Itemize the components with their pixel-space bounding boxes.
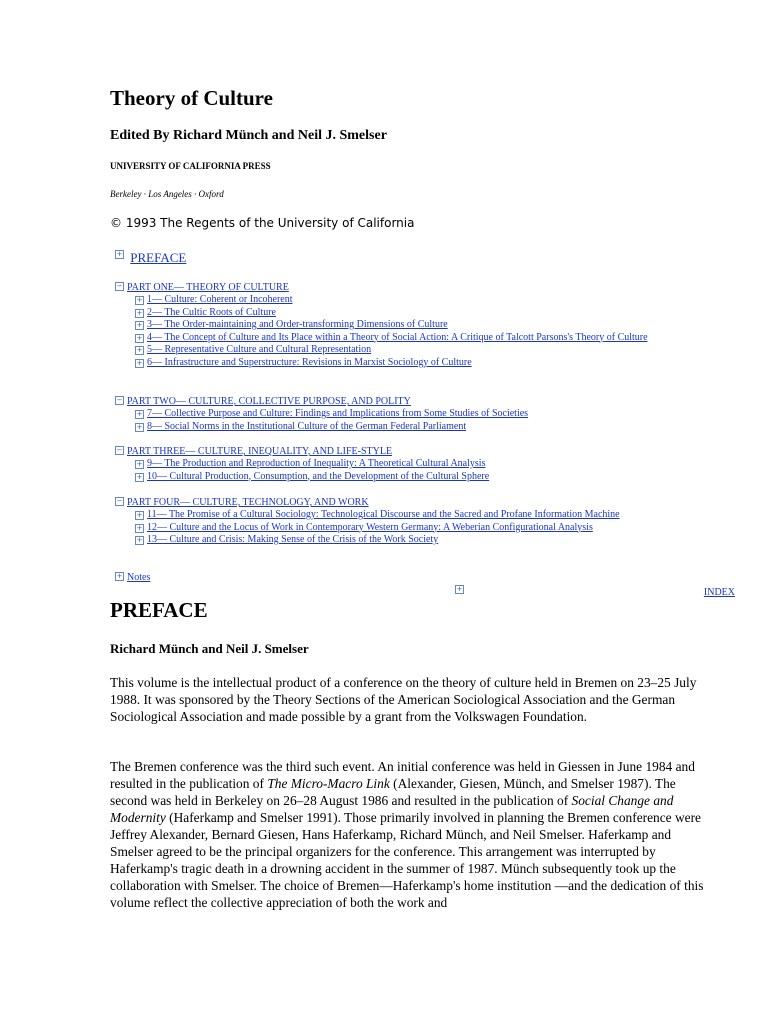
- toc-chapter-link[interactable]: 1— Culture: Coherent or Incoherent: [147, 294, 293, 305]
- expand-plus-icon[interactable]: +: [136, 536, 143, 544]
- expand-plus-icon[interactable]: +: [136, 333, 143, 342]
- preface-authors: Richard Münch and Neil J. Smelser: [110, 641, 309, 656]
- expand-plus-icon[interactable]: +: [136, 358, 143, 367]
- toc-chapter-link[interactable]: 7— Collective Purpose and Culture: Findings and Implications from Some Studies of Societies: [147, 408, 529, 419]
- collapse-minus-icon[interactable]: −: [116, 282, 123, 290]
- book-title: Theory of Culture: [110, 86, 273, 110]
- expand-plus-icon[interactable]: +: [116, 572, 123, 580]
- toc-preface-link[interactable]: PREFACE: [130, 250, 187, 265]
- expand-plus-icon[interactable]: +: [456, 585, 463, 593]
- toc-notes-link[interactable]: Notes: [127, 572, 151, 583]
- expand-plus-icon[interactable]: +: [136, 346, 143, 354]
- book-editors: Edited By Richard Münch and Neil J. Smelser: [110, 128, 387, 143]
- preface-paragraph-2: [110, 758, 705, 911]
- collapse-minus-icon[interactable]: −: [116, 446, 123, 454]
- paragraph-text: The Bremen conference was the third such event. An initial conference was held in Giessen in June 1984 and resulted in the publication of: [110, 759, 695, 791]
- toc-part-three: [115, 446, 489, 483]
- book-title-reference: Social Change and Modernity: [110, 793, 674, 825]
- toc-notes-entry: [115, 572, 150, 583]
- preface-heading: PREFACE: [110, 598, 208, 622]
- toc-part-link[interactable]: PART TWO— CULTURE, COLLECTIVE PURPOSE, AND POLITY: [127, 396, 411, 407]
- publisher-cities: Berkeley · Los Angeles · Oxford: [110, 189, 224, 199]
- preface-paragraph-1: This volume is the intellectual product of a conference on the theory of culture held in Bremen on 23–25 July 1988. It was sponsored by the Theory Sections of the American Sociological Association and the German Sociological Association and made possible by a grant from the Volkswagen Foundation.: [110, 675, 697, 724]
- toc-chapter-link[interactable]: 6— Infrastructure and Superstructure: Revisions in Marxist Sociology of Culture: [147, 356, 472, 368]
- expand-plus-icon[interactable]: +: [136, 321, 143, 329]
- toc-chapter-link[interactable]: 3— The Order-maintaining and Order-transforming Dimensions of Culture: [147, 319, 448, 330]
- copyright-notice: © 1993 The Regents of the University of California: [110, 216, 415, 230]
- toc-chapter-link[interactable]: 4— The Concept of Culture and Its Place within a Theory of Social Action: A Critique of Talcott Parsons's Theory of Culture: [147, 331, 648, 343]
- paragraph-text: (Haferkamp and Smelser 1991). Those primarily involved in planning the Bremen conference were Jeffrey Alexander, Bernard Giesen, Hans Haferkamp, Richard Münch, and Neil Smelser. Haferkamp and Smelser agreed to be the principal organizers for the conference. This arrangement was interrupted by Haferkamp's tragic death in a drowning accident in the summer of 1987. Münch subsequently took up the collaboration with Smelser. The choice of Bremen—Haferkamp's home institution —and the dedication of this volume reflect the collective appreciation of both the work and: [110, 810, 704, 910]
- expand-plus-icon[interactable]: +: [136, 472, 143, 481]
- toc-chapter-link[interactable]: 9— The Production and Reproduction of Inequality: A Theoretical Cultural Analysis: [147, 458, 486, 469]
- toc-part-link[interactable]: PART ONE— THEORY OF CULTURE: [127, 282, 289, 293]
- toc-index-link[interactable]: INDEX: [703, 587, 735, 598]
- toc-chapter-link[interactable]: 10— Cultural Production, Consumption, and the Development of the Cultural Sphere: [147, 470, 490, 482]
- toc-chapter-link[interactable]: 2— The Cultic Roots of Culture: [147, 306, 276, 318]
- expand-plus-icon[interactable]: +: [136, 511, 143, 519]
- toc-chapter-link[interactable]: 5— Representative Culture and Cultural Representation: [147, 344, 372, 355]
- toc-part-two: [115, 396, 528, 433]
- publisher: UNIVERSITY OF CALIFORNIA PRESS: [110, 161, 271, 171]
- book-title-reference: The Micro-Macro Link: [267, 776, 390, 791]
- toc-part-link[interactable]: PART FOUR— CULTURE, TECHNOLOGY, AND WORK: [127, 497, 369, 508]
- toc-preface-entry: [115, 250, 186, 266]
- toc-part-four: [115, 497, 620, 547]
- expand-plus-icon[interactable]: +: [136, 422, 143, 431]
- toc-chapter-link[interactable]: 12— Culture and the Locus of Work in Contemporary Western Germany: A Weberian Configurational Analysis: [147, 521, 593, 533]
- toc-part-one: [115, 282, 648, 369]
- expand-plus-icon[interactable]: +: [136, 308, 143, 317]
- toc-chapter-link[interactable]: 8— Social Norms in the Institutional Culture of the German Federal Parliament: [147, 420, 467, 432]
- expand-plus-icon[interactable]: +: [116, 250, 123, 258]
- collapse-minus-icon[interactable]: −: [116, 396, 123, 404]
- toc-part-link[interactable]: PART THREE— CULTURE, INEQUALITY, AND LIFE-STYLE: [127, 446, 393, 457]
- toc-chapter-link[interactable]: 11— The Promise of a Cultural Sociology: Technological Discourse and the Sacred and Profane Information Machine: [147, 509, 620, 520]
- collapse-minus-icon[interactable]: −: [116, 497, 123, 505]
- expand-plus-icon[interactable]: +: [136, 296, 143, 304]
- expand-plus-icon[interactable]: +: [136, 410, 143, 418]
- paragraph-text: (Alexander, Giesen, Münch, and Smelser 1987). The second was held in Berkeley on 26–28 August 1986 and resulted in the publication of: [110, 776, 676, 808]
- toc-chapter-link[interactable]: 13— Culture and Crisis: Making Sense of the Crisis of the Work Society: [147, 534, 439, 545]
- expand-plus-icon[interactable]: +: [136, 460, 143, 468]
- expand-plus-icon[interactable]: +: [136, 523, 143, 532]
